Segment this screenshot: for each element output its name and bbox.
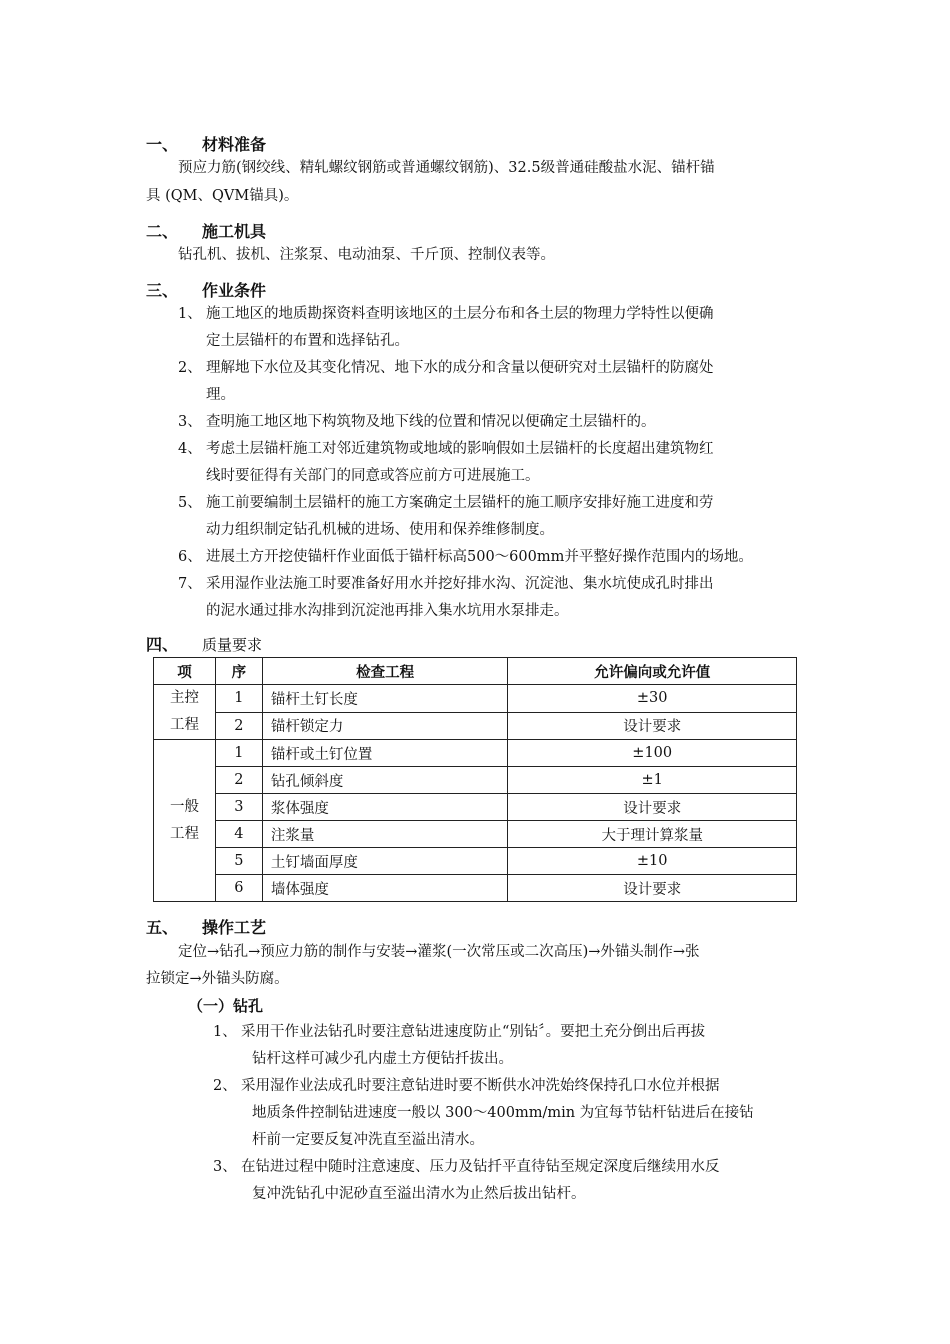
section-2-heading xyxy=(146,222,266,242)
item-cell: 注浆量 xyxy=(262,821,508,848)
list-text: 在钻进过程中随时注意速度、压力及钻扦平直待钻至规定深度后继续用水反 xyxy=(241,1159,720,1175)
section-number: 五、 xyxy=(146,918,179,937)
list-text: 定土层锚杆的布置和选择钻孔。 xyxy=(206,333,409,349)
value-cell: ±1 xyxy=(508,767,797,794)
table-header: 允许偏向或允许值 xyxy=(508,658,797,685)
list-number: 6、 xyxy=(178,549,202,565)
list-text: 理。 xyxy=(206,387,235,403)
section-3-heading xyxy=(146,281,266,301)
section-title: 材料准备 xyxy=(202,135,267,154)
seq-cell: 2 xyxy=(215,767,262,794)
item-cell: 锚杆或土钉位置 xyxy=(262,740,508,767)
list-number: 4、 xyxy=(178,441,202,457)
section-number: 三、 xyxy=(146,281,179,300)
group-label: 工程 xyxy=(169,825,199,842)
list-text: 施工前要编制土层锚杆的施工方案确定土层锚杆的施工顺序安排好施工进度和劳 xyxy=(206,495,714,511)
table-row xyxy=(154,794,797,821)
paragraph-line: 具 (QM、QVM锚具)。 xyxy=(146,188,299,204)
quality-table xyxy=(153,657,797,902)
group-cell xyxy=(154,740,216,902)
table-row xyxy=(154,712,797,740)
seq-cell: 3 xyxy=(215,794,262,821)
section-number: 一、 xyxy=(146,135,179,154)
paragraph-line: 预应力筋(钢绞线、精轧螺纹钢筋或普通螺纹钢筋)、32.5级普通硅酸盐水泥、锚杆锚 xyxy=(178,160,715,176)
list-text: 动力组织制定钻孔机械的进场、使用和保养维修制度。 xyxy=(206,522,554,538)
list-number: 5、 xyxy=(178,495,202,511)
item-cell: 土钉墙面厚度 xyxy=(262,848,508,875)
value-cell: ±10 xyxy=(508,848,797,875)
section-number: 二、 xyxy=(146,222,179,241)
list-text: 理解地下水位及其变化情况、地下水的成分和含量以便研究对土层锚杆的防腐处 xyxy=(206,360,714,376)
item-cell: 锚杆土钉长度 xyxy=(262,685,508,713)
value-cell: 设计要求 xyxy=(508,712,797,740)
section-number: 四、 xyxy=(146,635,179,654)
list-text: 的泥水通过排水沟排到沉淀池再排入集水坑用水泵排走。 xyxy=(206,603,569,619)
group-label: 主控 xyxy=(169,690,199,706)
item-cell: 钻孔倾斜度 xyxy=(262,767,508,794)
section-5-heading xyxy=(146,918,266,938)
list-number: 2、 xyxy=(213,1078,237,1094)
list-text: 进展土方开挖使锚杆作业面低于锚杆标高500～600mm并平整好操作范围内的场地。 xyxy=(206,549,753,565)
section-title: 作业条件 xyxy=(202,281,267,300)
list-number: 1、 xyxy=(213,1024,237,1040)
seq-cell: 2 xyxy=(215,712,262,740)
paragraph-line: 钻孔机、拔机、注浆泵、电动油泵、千斤顶、控制仪表等。 xyxy=(178,247,555,263)
list-number: 3、 xyxy=(213,1159,237,1175)
list-number: 3、 xyxy=(178,414,202,430)
list-text: 采用湿作业法施工时要准备好用水并挖好排水沟、沉淀池、集水坑使成孔时排出 xyxy=(206,576,714,592)
section-title: 操作工艺 xyxy=(202,918,267,937)
group-label: 工程 xyxy=(169,717,199,733)
list-text: 采用干作业法钻孔时要注意钻进速度防止“别钻〞。要把土充分倒出后再拔 xyxy=(241,1024,706,1040)
section-title: 质量要求 xyxy=(202,636,263,654)
section-1-heading xyxy=(146,135,266,155)
seq-cell: 1 xyxy=(215,740,262,767)
group-label: 一般 xyxy=(169,798,199,815)
list-text: 钻杆这样可减少孔内虚土方便钻扦拔出。 xyxy=(252,1051,513,1067)
seq-cell: 1 xyxy=(215,685,262,713)
seq-cell: 4 xyxy=(215,821,262,848)
table-row xyxy=(154,821,797,848)
list-text: 考虑土层锚杆施工对邻近建筑物或地域的影响假如土层锚杆的长度超出建筑物红 xyxy=(206,441,714,457)
value-cell: 设计要求 xyxy=(508,875,797,902)
table-row xyxy=(154,767,797,794)
list-text: 查明施工地区地下构筑物及地下线的位置和情况以便确定土层锚杆的。 xyxy=(206,414,656,430)
section-4-heading xyxy=(146,635,262,655)
subsection-heading: （一）钻孔 xyxy=(188,997,264,1015)
table-row xyxy=(154,875,797,902)
group-cell xyxy=(154,685,216,740)
item-cell: 锚杆锁定力 xyxy=(262,712,508,740)
list-number: 2、 xyxy=(178,360,202,376)
table-header: 序 xyxy=(215,658,262,685)
list-text: 杆前一定要反复冲洗直至溢出清水。 xyxy=(252,1132,484,1148)
list-text: 采用湿作业法成孔时要注意钻进时要不断供水冲洗始终保持孔口水位并根据 xyxy=(241,1078,720,1094)
value-cell: 设计要求 xyxy=(508,794,797,821)
list-number: 1、 xyxy=(178,306,202,322)
list-text: 线时要征得有关部门的同意或答应前方可进展施工。 xyxy=(206,468,540,484)
item-cell: 墙体强度 xyxy=(262,875,508,902)
list-text: 复冲洗钻孔中泥砂直至溢出清水为止然后拔出钻杆。 xyxy=(252,1186,586,1202)
table-row xyxy=(154,740,797,767)
value-cell: ±100 xyxy=(508,740,797,767)
list-number: 7、 xyxy=(178,576,202,592)
value-cell: 大于理计算浆量 xyxy=(508,821,797,848)
section-title: 施工机具 xyxy=(202,222,267,241)
value-cell: ±30 xyxy=(508,685,797,713)
table-header: 检查工程 xyxy=(262,658,508,685)
paragraph-line: 定位→钻孔→预应力筋的制作与安装→灌浆(一次常压或二次高压)→外锚头制作→张 xyxy=(178,944,700,960)
seq-cell: 5 xyxy=(215,848,262,875)
seq-cell: 6 xyxy=(215,875,262,902)
list-text: 地质条件控制钻进速度一般以 300～400mm/min 为宜每节钻杆钻进后在接钻 xyxy=(252,1105,754,1121)
list-text: 施工地区的地质勘探资料查明该地区的土层分布和各土层的物理力学特性以便确 xyxy=(206,306,714,322)
paragraph-line: 拉锁定→外锚头防腐。 xyxy=(146,971,289,987)
table-header-row xyxy=(154,658,797,685)
table-row xyxy=(154,685,797,713)
table-header: 项 xyxy=(154,658,216,685)
item-cell: 浆体强度 xyxy=(262,794,508,821)
table-row xyxy=(154,848,797,875)
